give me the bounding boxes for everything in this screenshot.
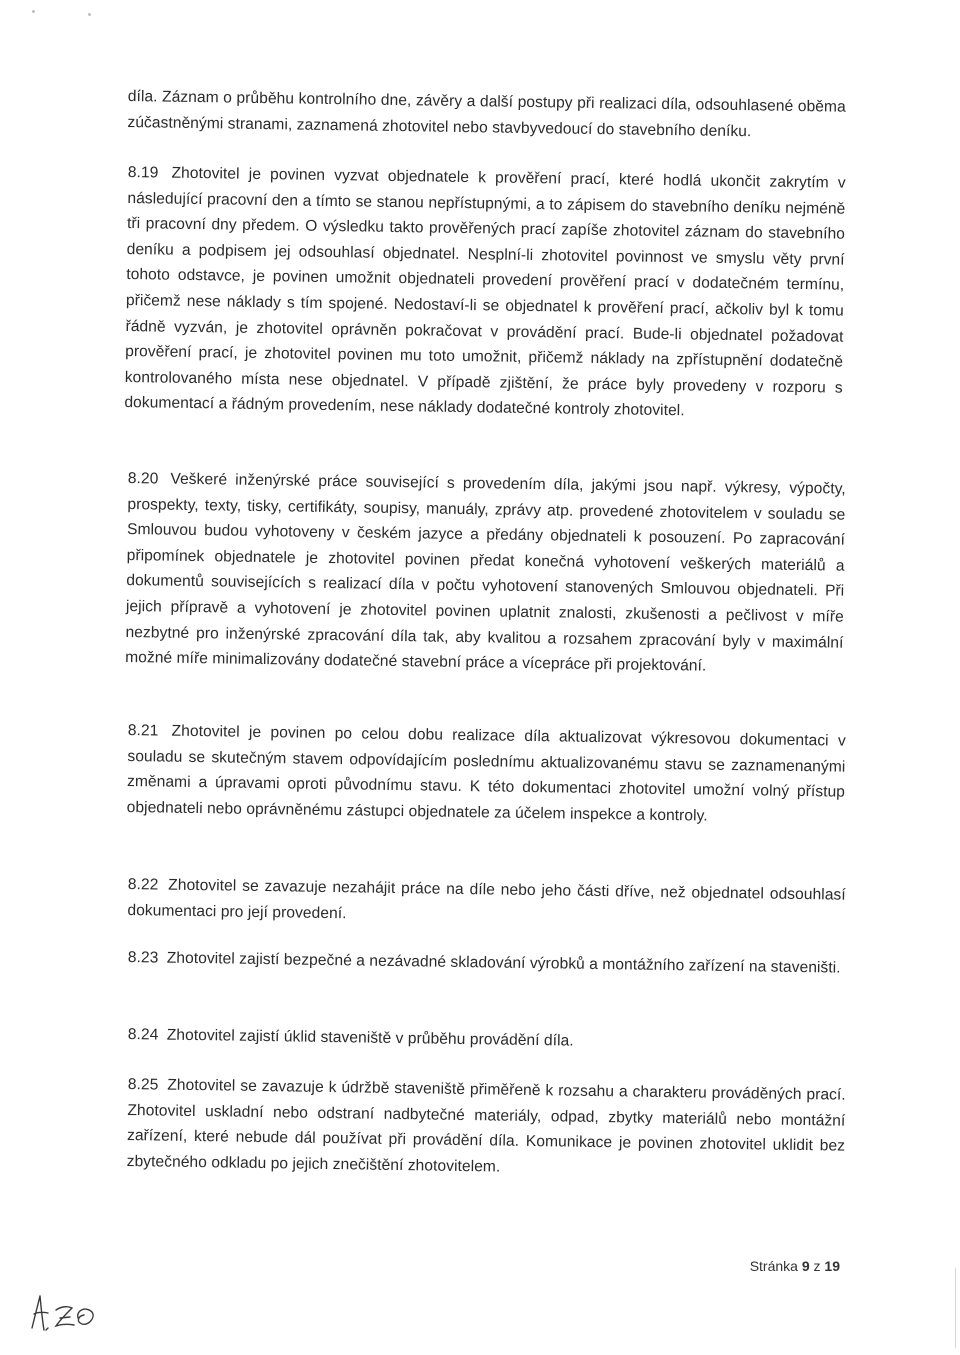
clause-number: 8.19 — [127, 163, 159, 182]
clause-number: 8.24 — [127, 1025, 159, 1044]
intro-paragraph: díla. Záznam o průběhu kontrolního dne, závěry a další postupy při realizaci díla, odsouhlasené oběma zúčastněnými stranami, zaznamená zhotovitel nebo stavbyvedoucí do stavebního deníku. — [127, 87, 846, 140]
clause-8-24 — [128, 1022, 846, 1058]
scan-speck — [88, 13, 91, 16]
clause-text: Zhotovitel zajistí úklid staveniště v průběhu provádění díla. — [166, 1026, 574, 1050]
clause-text: Zhotovitel se zavazuje k údržbě staveniště přiměřeně k rozsahu a charakteru prováděných prací. Zhotovitel uskladní nebo odstraní nadbytečné materiály, odpad, zbytky materiálů nebo montážní zařízení, které nebude dál používat při provádění díla. Komunikace je povinen zhotovitel uklidit bez zbytečného odkladu po jejich znečištění zhotovitelem. — [126, 1076, 846, 1176]
clause-8-25 — [126, 1072, 845, 1185]
clause-number: 8.20 — [127, 469, 159, 488]
clause-paragraph — [124, 160, 846, 427]
intro-paragraph-block — [127, 84, 846, 146]
clause-8-19 — [124, 160, 846, 427]
clause-paragraph — [127, 872, 846, 934]
handwritten-initials-signature — [26, 1288, 106, 1338]
clause-number: 8.21 — [127, 721, 159, 740]
clause-number: 8.22 — [127, 875, 159, 894]
clause-paragraph — [125, 466, 846, 681]
clause-paragraph — [126, 1072, 845, 1185]
page-label: Stránka — [749, 1258, 798, 1274]
clause-text: Veškeré inženýrské práce související s provedením díla, jakými jsou např. výkresy, výpočty, prospekty, texty, tisky, certifikáty, soupisy, manuály, zprávy atp. provedené zhotovitelem v souladu se Smlouvou budou vyhotoveny v českém jazyce a předány objednateli k posouzení. Po zapracování připomínek objednatele je zhotovitel povinen předat konečná vyhotovení veškerých materiálů a dokumentů souvisejících s realizací díla v počtu vyhotovení stanovených Smlouvou objednateli. Při jejich přípravě a vyhotovení je zhotovitel povinen uplatnit znalosti, zkušenosti a pečlivost v míře nezbytné pro inženýrské zpracování díla tak, aby kvalitou a rozsahem zpracování byly v maximální možné míře minimalizovány dodatečné stavební práce a vícepráce při projektování. — [125, 470, 846, 675]
clause-8-20 — [125, 466, 846, 681]
clause-8-23 — [128, 945, 846, 981]
scan-speck — [32, 10, 35, 13]
clause-8-22 — [127, 872, 846, 934]
page-separator: z — [813, 1258, 821, 1274]
clause-paragraph — [128, 945, 846, 981]
clause-number: 8.23 — [127, 948, 159, 967]
clause-text: Zhotovitel se zavazuje nezahájit práce na díle nebo jeho části dříve, než objednatel odsouhlasí dokumentaci pro její provedení. — [127, 876, 846, 922]
clause-text: Zhotovitel je povinen po celou dobu realizace díla aktualizovat výkresovou dokumentaci v souladu se skutečným stavem odpovídajícím poslednímu aktualizovanému stavu se zaznamenanými změnami a úpravami oproti původnímu stavu. K této dokumentaci zhotovitel umožní volný přístup objednateli nebo oprávněnému zástupci objednatele za účelem inspekce a kontroly. — [126, 722, 846, 825]
page-current: 9 — [801, 1258, 810, 1274]
clause-text: Zhotovitel je povinen vyzvat objednatele k prověření prací, které hodlá ukončit zakrytím v následující pracovní den a tímto se stanou nepřístupnými, a to zápisem do stavebního deníku nejméně tři pracovní dny předem. O výsledku takto prověřených prací zapíše zhotovitel záznam do stavebního deníku a podpisem jej odsouhlasí objednatel. Nesplní-li zhotovitel povinnost ve smyslu věty první tohoto odstavce, je povinen umožnit objednateli provedení prověření prací v dodatečném termínu, přičemž nese náklady s tím spojené. Nedostaví-li se objednatel k prověření prací, ačkoliv byl k tomu řádně vyzván, je zhotovitel oprávněn pokračovat v provádění prací. Bude-li objednatel požadovat prověření prací, je zhotovitel povinen mu toto umožnit, přičemž náklady na zpřístupnění dodatečně kontrolovaného místa nese objednatel. V případě zjištění, že práce byly provedeny v rozporu s dokumentací a řádným provedením, nese náklady dodatečné kontroly zhotovitel. — [124, 164, 846, 420]
scan-edge-line — [955, 1268, 956, 1348]
page-number-footer — [750, 1258, 840, 1274]
clause-text: Zhotovitel zajistí bezpečné a nezávadné skladování výrobků a montážního zařízení na staveništi. — [166, 949, 841, 977]
clause-number: 8.25 — [127, 1075, 159, 1094]
clause-paragraph — [126, 718, 845, 831]
clause-8-21 — [126, 718, 845, 831]
page-total: 19 — [824, 1258, 840, 1274]
clause-paragraph — [128, 1022, 846, 1058]
